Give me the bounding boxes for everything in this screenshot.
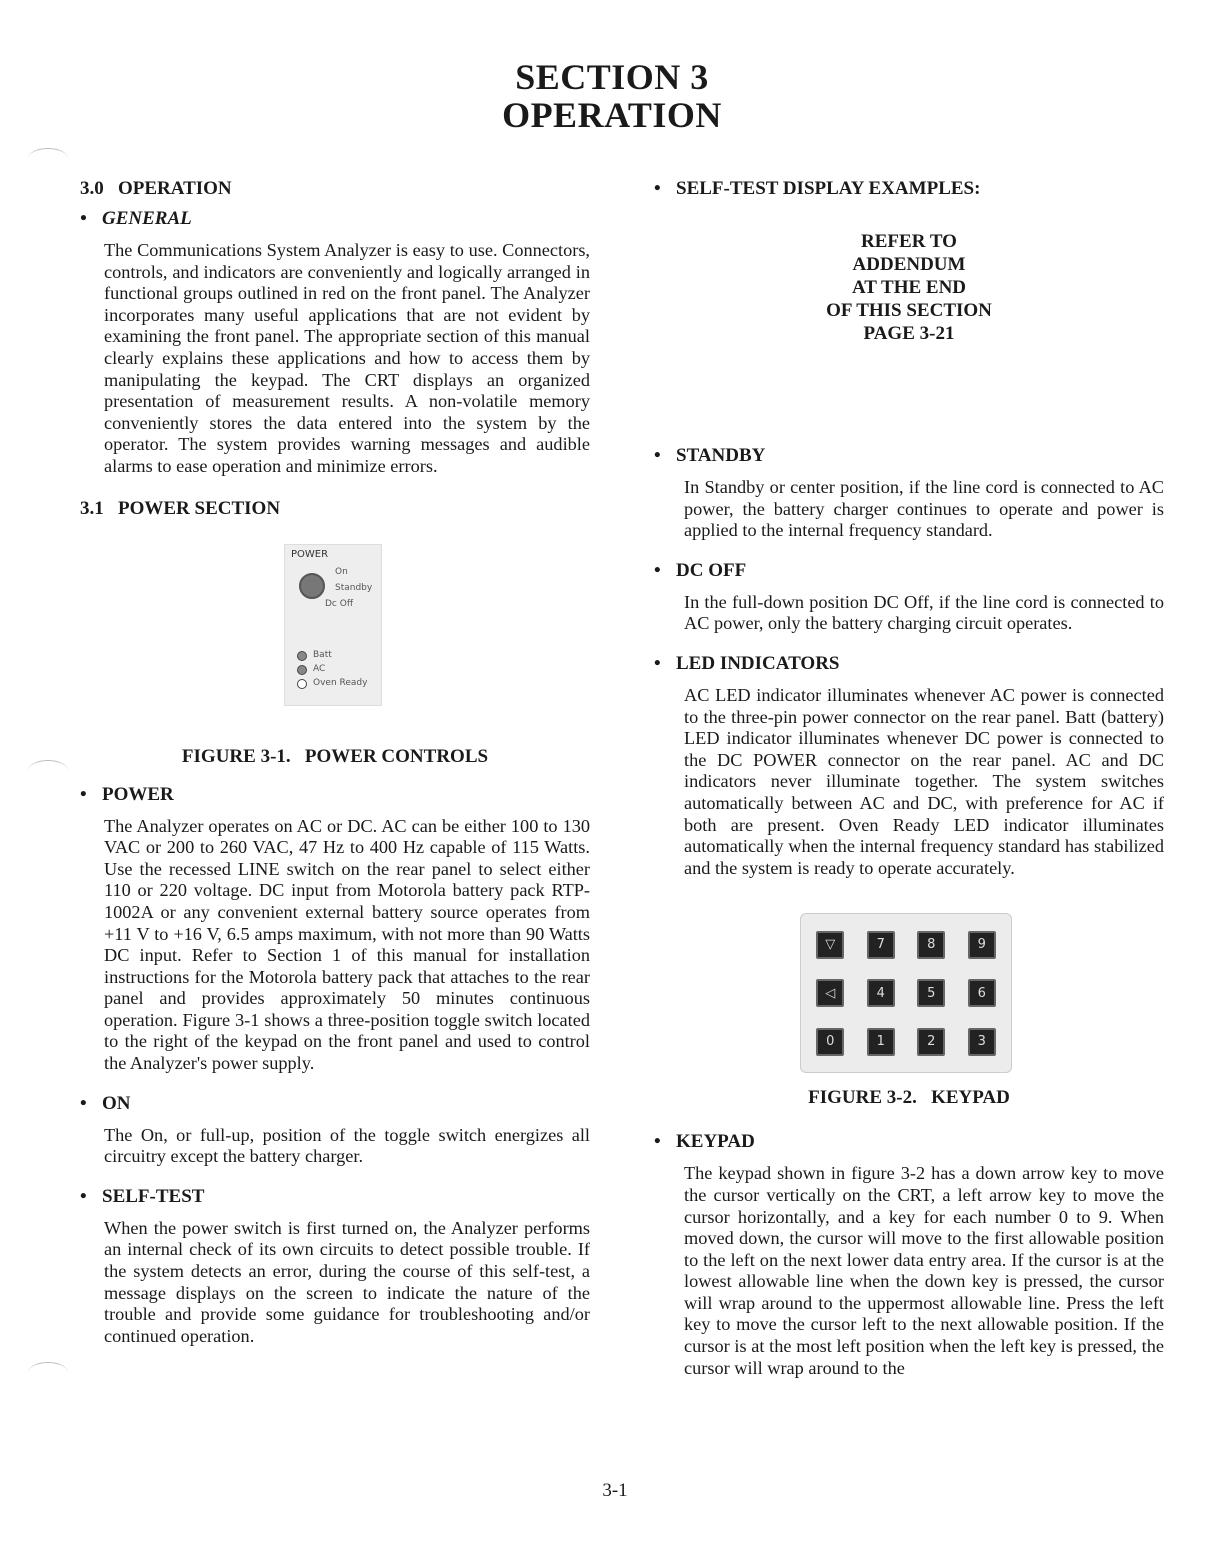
key-5: 5: [917, 979, 945, 1007]
key-4: 4: [867, 979, 895, 1007]
power-text: The Analyzer operates on AC or DC. AC can be either 100 to 130 VAC or 200 to 260 VAC, 47 Hz to 400 Hz capable of 115 Watts. Use the recessed LINE switch on the rear panel to select either 110 or 220 voltage. DC input from Motorola battery pack RTP-1002A or any convenient external battery source operates from +11 V to +16 V, 6.5 amps maximum, with not more than 90 Watts DC input. Refer to Section 1 of this manual for installation instructions for the Motorola battery pack that attaches to the rear panel and provides approximately 50 minutes continuous operation. Figure 3-1 shows a three-position toggle switch located to the right of the keypad on the front panel and used to control the Analyzer's power supply.: [104, 815, 590, 1074]
panel-power-label: POWER: [291, 548, 329, 560]
left-column: [80, 178, 590, 1347]
refer-addendum-note: [654, 230, 1164, 345]
power-panel-photo: [284, 544, 382, 706]
key-left-arrow-icon: ◁: [816, 979, 844, 1007]
heading-standby: • STANDBY: [654, 445, 766, 466]
refer-line: OF THIS SECTION: [826, 300, 992, 321]
heading-on: • ON: [80, 1092, 131, 1114]
title-section: SECTION 3: [515, 57, 709, 97]
page-number: 3-1: [602, 1480, 628, 1501]
key-8: 8: [917, 931, 945, 959]
panel-on-label: On: [335, 566, 348, 577]
title-operation: OPERATION: [502, 95, 722, 135]
key-9: 9: [968, 931, 996, 959]
panel-ac-label: AC: [313, 663, 326, 674]
keypad-photo: [800, 913, 1012, 1073]
panel-standby-label: Standby: [335, 582, 373, 593]
key-1: 1: [867, 1028, 895, 1056]
heading-general: • GENERAL: [80, 208, 192, 229]
figure-3-1-caption: FIGURE 3-1. POWER CONTROLS: [181, 745, 489, 767]
key-7: 7: [867, 931, 895, 959]
key-6: 6: [968, 979, 996, 1007]
margin-mark: [28, 760, 68, 781]
refer-line: ADDENDUM: [852, 254, 966, 275]
on-text: The On, or full-up, position of the toggle switch energizes all circuitry except the battery charger.: [104, 1124, 590, 1167]
key-3: 3: [968, 1028, 996, 1056]
figure-3-2-caption: FIGURE 3-2. KEYPAD: [808, 1087, 1010, 1109]
heading-3-0: 3.0 OPERATION: [80, 178, 232, 199]
heading-power: • POWER: [80, 783, 174, 805]
heading-dc-off: • DC OFF: [654, 559, 747, 581]
key-0: 0: [816, 1028, 844, 1056]
ac-led-icon: [297, 665, 307, 675]
heading-self-test-examples: • SELF-TEST DISPLAY EXAMPLES:: [654, 178, 981, 199]
led-indicators-text: AC LED indicator illuminates whenever AC power is connected to the three-pin power connector on the rear panel. Batt (battery) LED indicator illuminates whenever DC power is connected to the DC POWER connector on the rear panel. AC and DC indicators never illuminate together. The system switches automatically between AC and DC, with preference for AC if both are present. Oven Ready LED indicator illuminates automatically when the internal frequency standard has stabilized and the system is ready to operate accurately.: [684, 684, 1164, 878]
margin-mark: [28, 1362, 68, 1383]
panel-dcoff-label: Dc Off: [325, 598, 354, 609]
self-test-text: When the power switch is first turned on, the Analyzer performs an internal check of its own circuits to detect possible trouble. If the system detects an error, during the course of this self-test, a message displays on the screen to indicate the nature of the trouble and provide some guidance for troubleshooting and/or continued operation.: [104, 1217, 590, 1346]
panel-batt-label: Batt: [313, 649, 332, 660]
batt-led-icon: [297, 651, 307, 661]
keypad-text: The keypad shown in figure 3-2 has a down arrow key to move the cursor vertically on the CRT, a left arrow key to move the cursor horizontally, and a key for each number 0 to 9. When moved down, the cursor will move to the first allowable position to the left on the next lower data entry area. If the cursor is at the lowest allowable line when the down key is pressed, the cursor will wrap around to the uppermost allowable line. Press the left key to move the cursor left to the next allowable position. If the cursor is at the most left position when the left key is pressed, the cursor will wrap around to the: [684, 1163, 1164, 1378]
key-2: 2: [917, 1028, 945, 1056]
oven-led-icon: [297, 679, 307, 689]
heading-keypad: • KEYPAD: [654, 1131, 755, 1153]
page-title: [0, 58, 1224, 134]
heading-3-1: 3.1 POWER SECTION: [80, 497, 281, 519]
dc-off-text: In the full-down position DC Off, if the line cord is connected to AC power, only the battery charging circuit operates.: [684, 591, 1164, 634]
refer-line: AT THE END: [851, 277, 967, 298]
key-down-arrow-icon: ▽: [816, 931, 844, 959]
refer-line: PAGE 3-21: [863, 323, 955, 344]
standby-text: In Standby or center position, if the line cord is connected to AC power, the battery charger continues to operate and power is applied to the internal frequency standard.: [684, 477, 1164, 541]
margin-mark: [28, 148, 68, 169]
refer-line: REFER TO: [861, 231, 957, 252]
right-column: [654, 178, 1164, 1379]
heading-led-indicators: • LED INDICATORS: [654, 652, 840, 674]
toggle-switch-icon: [299, 573, 325, 599]
general-text: The Communications System Analyzer is easy to use. Connectors, controls, and indicators are conveniently and logically arranged in functional groups outlined in red on the front panel. The Analyzer incorporates many useful applications that are not evident by examining the front panel. The appropriate section of this manual clearly explains these applications and how to access them by manipulating the keypad. The CRT displays an organized presentation of measurement results. A non-volatile memory conveniently stores the data entered into the system by the operator. The system provides warning messages and audible alarms to ease operation and minimize errors.: [104, 240, 590, 476]
panel-oven-label: Oven Ready: [313, 677, 368, 688]
heading-self-test: • SELF-TEST: [80, 1185, 205, 1207]
